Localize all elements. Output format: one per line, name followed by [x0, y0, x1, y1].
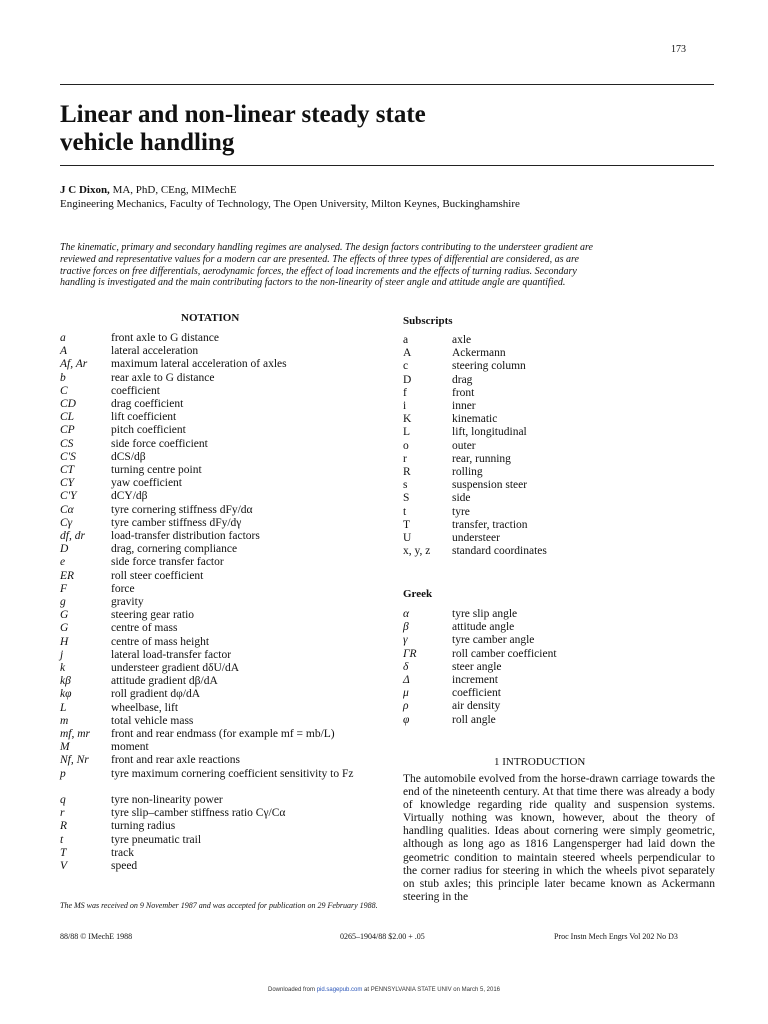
greek-symbol: Δ [403, 674, 410, 686]
greek-symbol: α [403, 608, 410, 620]
greek-symbol: γ [403, 634, 408, 647]
notation-description: front axle to G distance [111, 332, 219, 344]
title-rule [60, 165, 714, 166]
abstract-line: reviewed and representative values for a modern car are presented. The effects of three types of differential are considered, as are [60, 253, 579, 265]
notation-symbol: k [60, 662, 66, 674]
subscript-description: suspension steer [452, 479, 528, 492]
notation-symbol: F [60, 582, 68, 595]
greek-symbol: ρ [403, 700, 409, 713]
notation-symbol: j [60, 648, 64, 661]
notation-description: lateral acceleration [111, 345, 199, 358]
download-link[interactable]: pid.sagepub.com [316, 987, 363, 993]
subscript-description: rolling [452, 466, 483, 478]
subscript-description: side [452, 492, 471, 505]
subscript-symbol: t [403, 505, 407, 518]
notation-description: centre of mass [111, 622, 178, 635]
top-rule [60, 84, 714, 85]
notation-description: gravity [111, 596, 144, 608]
notation-symbol: L [60, 701, 67, 714]
notation-description: side force transfer factor [111, 556, 224, 569]
notation-description: side force coefficient [111, 437, 208, 450]
subscript-symbol: S [403, 492, 410, 505]
notation-description: turning radius [111, 820, 176, 833]
title-line-2: vehicle handling [60, 129, 235, 156]
notation-heading: NOTATION [181, 312, 240, 324]
notation-description: tyre maximum cornering coefficient sensitivity to Fz [111, 767, 354, 780]
subscript-symbol: i [403, 400, 407, 412]
notation-symbol: p [60, 767, 66, 780]
article-title [60, 101, 426, 157]
notation-symbol: CY [60, 477, 75, 490]
greek-symbol: δ [403, 660, 409, 673]
intro-heading: 1 INTRODUCTION [494, 756, 586, 768]
notation-description: force [111, 582, 135, 595]
notation-symbol: R [60, 820, 68, 833]
notation-symbol: H [60, 635, 69, 648]
subscript-description: understeer [452, 532, 500, 544]
author-block [60, 183, 520, 211]
notation-symbol: A [60, 345, 68, 358]
subscript-description: inner [452, 400, 476, 412]
subscript-symbol: L [403, 426, 411, 439]
subscript-symbol: s [403, 479, 408, 492]
author-affiliation: Engineering Mechanics, Faculty of Technology, The Open University, Milton Keynes, Buckinghamshire [60, 198, 520, 210]
notation-symbol: CP [60, 424, 75, 437]
abstract-line: tractive forces on free differentials, aerodynamic forces, the effect of load increments and the effects of turning radius. Secondary [60, 265, 577, 277]
subscript-symbol: R [403, 466, 411, 478]
notation-symbol: Af, Ar [60, 358, 88, 371]
greek-symbol: β [403, 621, 409, 634]
notation-symbol: CS [60, 437, 74, 450]
abstract-line: The kinematic, primary and secondary handling regimes are analysed. The design factors contributing to the understeer gradient are [60, 242, 593, 253]
greek-description: tyre camber angle [452, 634, 535, 647]
subscript-symbol: c [403, 360, 409, 373]
subscript-description: kinematic [452, 413, 498, 426]
received-footnote: The MS was received on 9 November 1987 and was accepted for publication on 29 February 1988. [60, 901, 378, 910]
greek-description: roll camber coefficient [452, 647, 557, 660]
footer-journal: Proc Instn Mech Engrs Vol 202 No D3 [554, 932, 678, 941]
notation-description: rear axle to G distance [111, 371, 215, 384]
greek-heading: Greek [403, 588, 433, 600]
abstract [60, 242, 714, 289]
abstract-line: handling is investigated and the main contributing factors to the non-linearity of steer angle and attitude angle are quantified. [60, 277, 566, 289]
notation-description: tyre slip–camber stiffness ratio Cγ/Cα [111, 807, 286, 820]
subscript-description: rear, running [452, 452, 511, 465]
notation-description: centre of mass height [111, 635, 210, 648]
subscript-symbol: f [403, 386, 407, 399]
notation-description: moment [111, 741, 149, 754]
download-suffix: at PENNSYLVANIA STATE UNIV on March 5, 2016 [362, 987, 501, 993]
greek-symbol: ΓR [403, 647, 417, 660]
notation-description: total vehicle mass [111, 714, 194, 727]
subscript-description: axle [452, 334, 472, 346]
notation-description: turning centre point [111, 464, 202, 476]
notation-symbol: C'S [60, 450, 76, 463]
author-qualifications: MA, PhD, CEng, MIMechE [109, 184, 237, 196]
greek-description: coefficient [452, 687, 501, 700]
notation-symbol: m [60, 714, 69, 727]
notation-symbol: kβ [60, 675, 71, 688]
notation-description: load-transfer distribution factors [111, 530, 260, 542]
notation-description: tyre non-linearity power [111, 794, 223, 806]
subscript-symbol: r [403, 452, 407, 465]
notation-description: dCY/dβ [111, 490, 148, 503]
notation-symbol: G [60, 609, 69, 622]
notation-description: drag coefficient [111, 398, 184, 410]
notation-description: steering gear ratio [111, 609, 195, 622]
download-notice [0, 987, 768, 993]
greek-description: air density [452, 700, 501, 713]
notation-description: front and rear axle reactions [111, 754, 240, 767]
page-number: 173 [671, 44, 686, 55]
footer-copyright: 88/88 © IMechE 1988 [60, 932, 133, 941]
notation-description: speed [111, 860, 138, 872]
notation-symbol: V [60, 860, 68, 872]
notation-description: maximum lateral acceleration of axles [111, 358, 287, 371]
subscript-description: lift, longitudinal [452, 426, 527, 439]
notation-symbol: t [60, 833, 64, 846]
notation-symbol: q [60, 794, 66, 806]
notation-symbol: T [60, 846, 67, 859]
notation-symbol: r [60, 807, 65, 820]
greek-symbol: μ [403, 687, 409, 700]
notation-symbol: D [60, 543, 69, 556]
greek-description: attitude angle [452, 621, 515, 634]
notation-description: lateral load-transfer factor [111, 648, 232, 661]
subscript-description: Ackermann [452, 347, 506, 360]
title-line-1: Linear and non-linear steady state [60, 101, 426, 128]
subscript-description: steering column [452, 360, 526, 373]
subscript-symbol: x, y, z [403, 545, 431, 558]
subscript-symbol: a [403, 334, 409, 346]
notation-symbol: a [60, 332, 66, 344]
notation-description: attitude gradient dβ/dA [111, 675, 218, 688]
notation-symbol: CT [60, 464, 75, 476]
subscript-symbol: D [403, 373, 412, 386]
subscript-symbol: U [403, 532, 412, 544]
subscript-symbol: A [403, 347, 412, 360]
subscript-description: tyre [452, 505, 470, 518]
subscript-description: transfer, traction [452, 518, 528, 531]
notation-symbol: mf, mr [60, 728, 91, 740]
subscript-description: outer [452, 439, 476, 452]
subscript-symbol: K [403, 413, 412, 426]
notation-description: tyre camber stiffness dFy/dγ [111, 516, 242, 529]
notation-symbol: Cγ [60, 516, 73, 529]
notation-description: roll steer coefficient [111, 569, 204, 582]
subscript-symbol: o [403, 439, 409, 452]
notation-symbol: G [60, 622, 69, 635]
notation-symbol: Cα [60, 503, 74, 516]
subscript-symbol: T [403, 518, 411, 531]
notation-symbol: CL [60, 411, 75, 424]
author-name: J C Dixon, [60, 184, 110, 196]
greek-description: steer angle [452, 660, 502, 673]
notation-symbol: M [60, 741, 70, 754]
notation-description: pitch coefficient [111, 424, 186, 437]
notation-symbol: kφ [60, 688, 72, 701]
subscript-description: drag [452, 373, 473, 386]
notation-symbol: e [60, 556, 66, 569]
notation-symbol: C'Y [60, 490, 77, 503]
subscript-description: front [452, 386, 475, 399]
notation-description: roll gradient dφ/dA [111, 688, 201, 701]
notation-symbol: df, dr [60, 530, 85, 542]
subscripts-heading: Subscripts [403, 315, 453, 327]
greek-description: increment [452, 674, 498, 686]
notation-description: wheelbase, lift [111, 701, 179, 714]
notation-symbol: Nf, Nr [60, 754, 89, 767]
notation-description: drag, cornering compliance [111, 543, 238, 556]
notation-description: lift coefficient [111, 411, 177, 424]
subscript-description: standard coordinates [452, 545, 547, 558]
notation-description: understeer gradient dδU/dA [111, 662, 240, 674]
notation-symbol: b [60, 371, 66, 384]
greek-description: tyre slip angle [452, 608, 518, 620]
notation-symbol: ER [60, 569, 75, 582]
notation-description: track [111, 846, 134, 859]
greek-description: roll angle [452, 713, 496, 726]
notation-description: front and rear endmass (for example mf = mb/L) [111, 728, 335, 740]
footer-issn: 0265–1904/88 $2.00 + .05 [340, 932, 425, 941]
download-prefix: Downloaded from [267, 987, 317, 993]
notation-symbol: g [60, 596, 66, 608]
notation-description: dCS/dβ [111, 450, 146, 463]
intro-paragraph: The automobile evolved from the horse-drawn carriage towards the end of the nineteenth century. At that time there was already a body of knowledge regarding ride quality and suspension systems. Virtually nothing was known, however, about the theory of handling qualities. Ideas about cornering were simply geometric, although as long ago as 1816 Langensperger had laid down the geometric condition to maintain steered wheels perpendicular to the corner radius for steering in which the wheels pivot separately on stub axles; this principle later became known as Ackermann steering in the [403, 773, 715, 903]
notation-description: coefficient [111, 384, 160, 397]
notation-symbol: CD [60, 398, 76, 410]
notation-description: tyre cornering stiffness dFy/dα [111, 503, 253, 516]
notation-symbol: C [60, 384, 68, 397]
greek-symbol: φ [403, 713, 410, 726]
notation-description: yaw coefficient [111, 477, 182, 490]
notation-description: tyre pneumatic trail [111, 833, 202, 846]
